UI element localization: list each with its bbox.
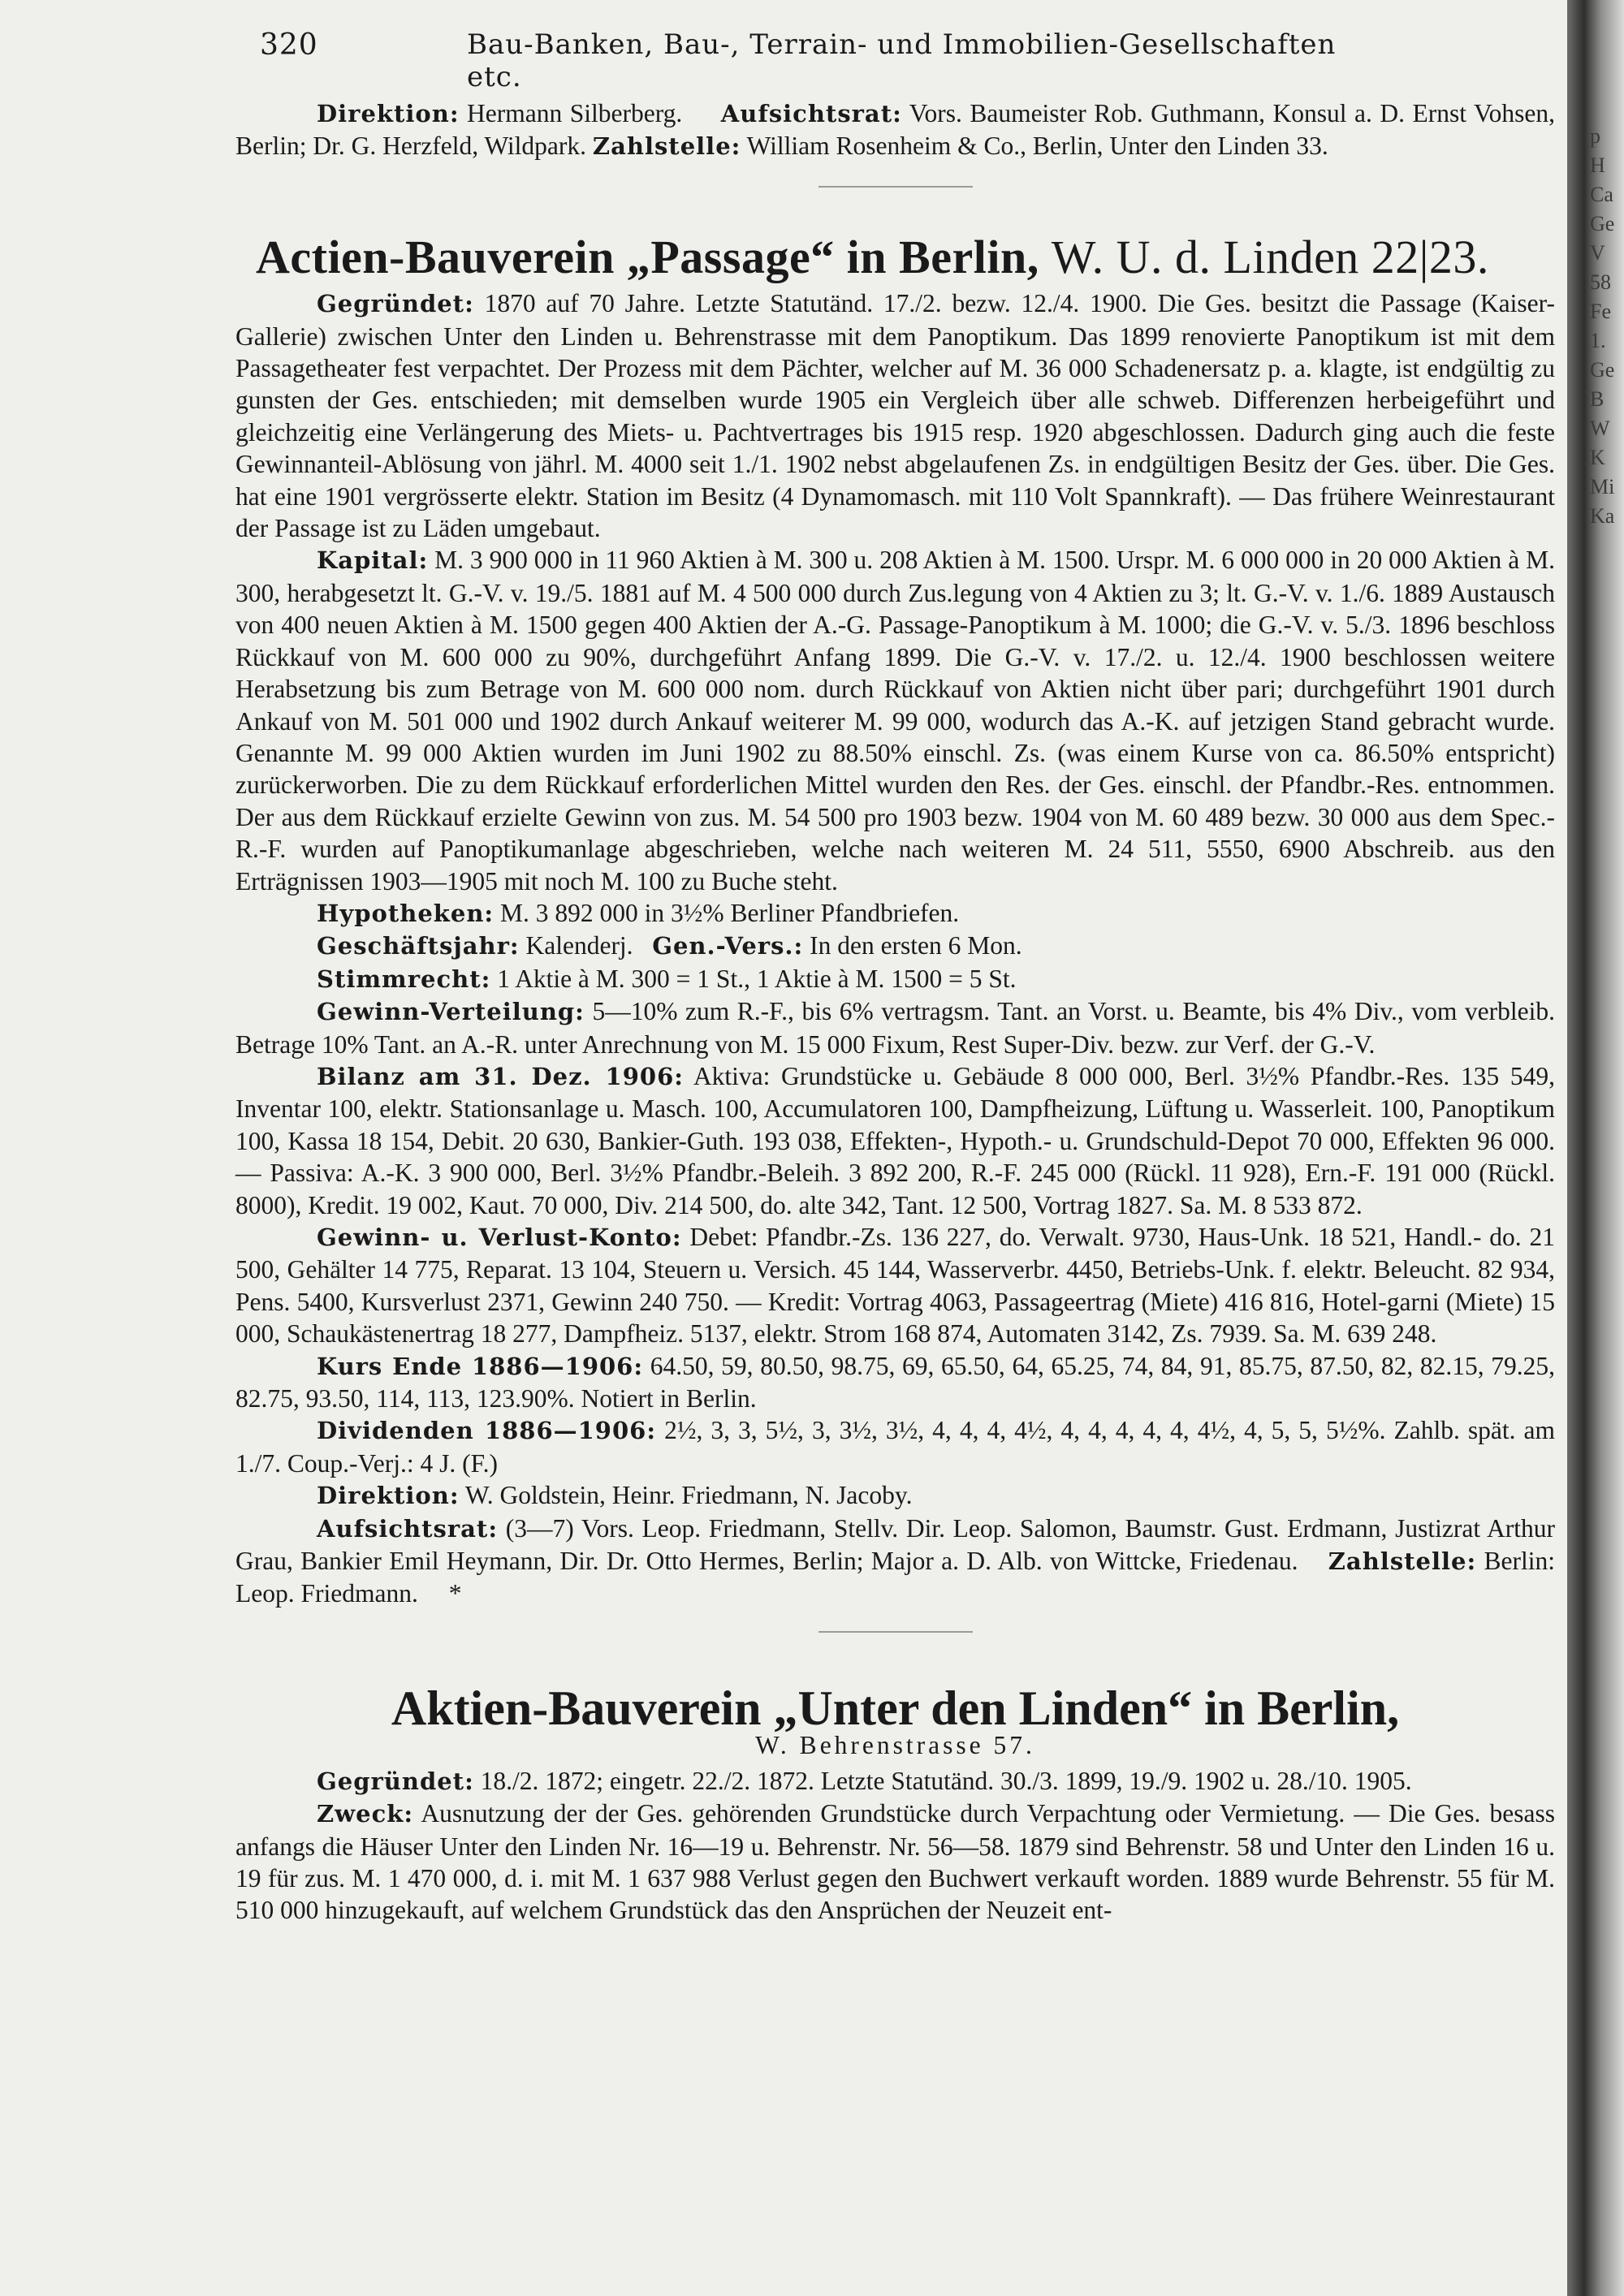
adjacent-line: p (1590, 124, 1600, 148)
paragraph-kapital (235, 544, 1555, 896)
adjacent-line: Ka (1590, 504, 1615, 528)
paragraph-direktion (235, 1479, 1555, 1512)
paragraph-gegruendet (235, 287, 1555, 544)
aufsichtsrat-text: Vors. Baumeister Rob. Guthmann, Konsul a. D. Ernst Vohsen, Berlin; Dr. G. Herzfeld, Wildpark. (235, 99, 1555, 161)
adjacent-line: Ca (1590, 183, 1613, 206)
paragraph-label: Kurs Ende 1886—1906: (317, 1352, 644, 1380)
paragraph-text: Ausnutzung der der Ges. gehörenden Grundstücke durch Verpachtung oder Vermietung. — Die Ges. besass anfangs die Häuser Unter den Linden Nr. 16—19 u. Behrenstr. Nr. 56—58. 1879 sind Behrenstr. 58 und Unter den Linden 16 u. 19 für zus. M. 1 470 000, d. i. mit M. 1 637 988 Verlust gegen den Buchwert verkauft worden. 1889 wurde Behrenstr. 55 für M. 510 000 hinzugekauft, auf welchem Grundstück das den Ansprüchen der Neuzeit ent- (235, 1799, 1555, 1925)
paragraph-label: Hypotheken: (317, 899, 495, 927)
paragraph-label: Gewinn- u. Verlust-Konto: (317, 1224, 682, 1251)
paragraph-text: Kalenderj. (525, 931, 633, 960)
paragraph-geschaeftsjahr (235, 930, 1555, 962)
paragraph-label: Gegründet: (317, 1767, 474, 1795)
zahlstelle-label: Zahlstelle: (592, 132, 741, 161)
paragraph-gegruendet (235, 1765, 1555, 1798)
page-number: 320 (260, 28, 318, 62)
paragraph-text: 18./2. 1872; eingetr. 22./2. 1872. Letzte Statutänd. 30./3. 1899, 19./9. 1902 u. 28./10. 1905. (480, 1766, 1412, 1795)
entry-address: W. Behrenstrasse 57. (755, 1731, 1035, 1760)
paragraph-label: Zweck: (317, 1800, 414, 1828)
paragraph-label: Geschäftsjahr: (317, 932, 520, 960)
direktion-label: Direktion: (317, 100, 460, 127)
page-content (235, 97, 1555, 1927)
paragraph-label-secondary: Zahlstelle: (1328, 1547, 1477, 1576)
top-entry-direktion (235, 97, 1555, 163)
paragraph-label: Kapital: (317, 546, 429, 575)
paragraph-text: 1870 auf 70 Jahre. Letzte Statutänd. 17./2. bezw. 12./4. 1900. Die Ges. besitzt die Passage (Kaiser-Gallerie) zwischen Unter den Linden u. Behrenstrasse mit dem Panoptikum. Das 1899 renovierte Panoptikum ist mit dem Passagetheater fest verpachtet. Der Prozess mit dem Pächter, welcher auf M. 36 000 Schadenersatz p. a. klagte, ist endgültig zu gunsten der Ges. entschieden; mit demselben wurde 1905 ein Vergleich über alle schweb. Differenzen herbeigeführt und gleichzeitig eine Verlängerung des Miets- u. Pachtvertrages bis 1915 resp. 1920 abgeschlossen. Dadurch ging auch die feste Gewinnanteil-Ablösung von jährl. M. 4000 seit 1./1. 1902 nebst abgelaufenen Zs. in endgültigen Besitz der Ges. über. Die Ges. hat eine 1901 vergrösserte elektr. Station im Besitz (4 Dynamomasch. mit 110 Volt Spannkraft). — Das frühere Weinrestaurant der Passage ist zu Läden umgebaut. (235, 289, 1556, 543)
paragraph-text: (3—7) Vors. Leop. Friedmann, Stellv. Dir. Leop. Salomon, Baumstr. Gust. Erdmann, Justizrat Arthur Grau, Bankier Emil Heymann, Dir. Dr. Otto Hermes, Berlin; Major a. D. Alb. von Wittcke, Friedenau. (235, 1513, 1555, 1576)
paragraph-text: 1 Aktie à M. 300 = 1 St., 1 Aktie à M. 1500 = 5 St. (497, 964, 1017, 993)
adjacent-line: K (1590, 446, 1605, 469)
adjacent-line: Ge (1590, 358, 1615, 382)
paragraph-text: 64.50, 59, 80.50, 98.75, 69, 65.50, 64, 65.25, 74, 84, 91, 85.75, 87.50, 82, 82.15, 79.25, 82.75, 93.50, 114, 113, 123.90%. Notiert in Berlin. (235, 1351, 1556, 1413)
section-divider (818, 186, 973, 188)
paragraph-text: M. 3 892 000 in 3½% Berliner Pfandbriefen. (500, 898, 960, 927)
paragraph-kurs (235, 1350, 1555, 1415)
adjacent-line: Ge (1590, 212, 1615, 235)
paragraph-label: Dividenden 1886—1906: (317, 1417, 657, 1445)
paragraph-gewinn-verlust-konto (235, 1221, 1555, 1350)
adjacent-line: 58 (1590, 270, 1611, 294)
adjacent-line: W (1590, 416, 1610, 440)
paragraph-text: 5—10% zum R.-F., bis 6% vertragsm. Tant. an Vorst. u. Beamte, bis 4% Div., vom verbleib. Betrage 10% Tant. an A.-R. unter Anrechnung von M. 15 000 Fixum, Rest Super-Div. bezw. zur Verf. der G.-V. (235, 997, 1555, 1059)
adjacent-line: 1. (1590, 329, 1606, 352)
running-head: Bau-Banken, Bau-, Terrain- und Immobilien-Gesellschaften etc. (467, 28, 1337, 93)
adjacent-line: B (1590, 387, 1605, 411)
section-divider (818, 1631, 973, 1633)
adjacent-line: Fe (1590, 300, 1611, 323)
paragraph-label: Gewinn-Verteilung: (317, 998, 585, 1026)
zahlstelle-text: William Rosenheim & Co., Berlin, Unter den Linden 33. (746, 132, 1328, 161)
paragraph-label: Gegründet: (317, 290, 474, 318)
paragraph-hypotheken (235, 897, 1555, 930)
asterisk-mark: * (448, 1579, 462, 1608)
paragraph-text: Debet: Pfandbr.-Zs. 136 227, do. Verwalt. 9730, Haus-Unk. 18 521, Handl.- do. 21 500, Gehälter 14 775, Reparat. 13 104, Steuern u. Versich. 45 144, Wasserverbr. 4450, Betriebs-Unk. f. elektr. Beleucht. 82 934, Pens. 5400, Kursverlust 2371, Gewinn 240 750. — Kredit: Vortrag 4063, Passageertrag (Miete) 416 816, Hotel-garni (Miete) 15 000, Schaukästenertrag 18 277, Dampfheiz. 5137, elektr. Strom 168 874, Automaten 3142, Zs. 7939. Sa. M. 639 248. (235, 1223, 1555, 1349)
entry-title (256, 230, 1555, 283)
paragraph-label: Direktion: (317, 1482, 460, 1510)
paragraph-text: 2½, 3, 3, 5½, 3, 3½, 3½, 4, 4, 4, 4½, 4, 4, 4, 4, 4, 4½, 4, 5, 5, 5½%. Zahlb. spät. am 1./7. Coup.-Verj.: 4 J. (F.) (235, 1416, 1555, 1478)
adjacent-line: V (1590, 241, 1605, 265)
paragraph-label-secondary: Gen.-Vers.: (652, 932, 804, 960)
direktion-text: Hermann Silberberg. (467, 99, 683, 127)
paragraph-gewinn-verteilung (235, 995, 1555, 1060)
paragraph-label: Aufsichtsrat: (317, 1514, 499, 1543)
paragraph-label: Stimmrecht: (317, 965, 491, 993)
paragraph-bilanz (235, 1060, 1555, 1221)
adjacent-line: Mi (1590, 475, 1615, 498)
adjacent-page-fragment (1590, 122, 1624, 531)
paragraph-label: Bilanz am 31. Dez. 1906: (317, 1062, 684, 1090)
entry-title-address: W. U. d. Linden 22|23. (1051, 230, 1489, 283)
paragraph-text: Aktiva: Grundstücke u. Gebäude 8 000 000, Berl. 3½% Pfandbr.-Res. 135 549, Inventar 100, elektr. Stationsanlage u. Masch. 100, Accumulatoren 100, Dampfheizung, Lüftung u. Wasserleit. 100, Panoptikum 100, Kassa 18 154, Debit. 20 630, Bankier-Guth. 193 038, Effekten-, Hypoth.- u. Grundschuld-Depot 70 000, Effekten 96 000. — Passiva: A.-K. 3 900 000, Berl. 3½% Pfandbr.-Beleih. 3 892 200, R.-F. 245 000 (Rückl. 11 928), Ern.-F. 191 000 (Rückl. 8000), Kredit. 19 002, Kaut. 70 000, Div. 214 500, do. alte 342, Tant. 12 500, Vortrag 1827. Sa. M. 8 533 872. (235, 1061, 1555, 1219)
adjacent-line: H (1590, 153, 1605, 177)
paragraph-text-secondary: Berlin: Leop. Friedmann. (235, 1547, 1556, 1608)
paragraph-dividenden (235, 1414, 1555, 1479)
entry-title: Aktien-Bauverein „Unter den Linden“ in Berlin, (391, 1681, 1400, 1735)
paragraph-aufsichtsrat (235, 1513, 1555, 1610)
paragraph-text: W. Goldstein, Heinr. Friedmann, N. Jacoby. (464, 1481, 913, 1510)
paragraph-stimmrecht (235, 963, 1555, 995)
aufsichtsrat-label: Aufsichtsrat: (720, 100, 902, 127)
paragraph-zweck (235, 1798, 1555, 1927)
paragraph-text: M. 3 900 000 in 11 960 Aktien à M. 300 u. 208 Aktien à M. 1500. Urspr. M. 6 000 000 in 20 000 Aktien à M. 300, herabgesetzt lt. G.-V. v. 19./5. 1881 auf M. 4 500 000 durch Zus.legung von 4 Aktien zu 3; lt. G.-V. v. 1./6. 1889 Austausch von 400 neuen Aktien à M. 1500 gegen 400 Aktien der A.-G. Passage-Panoptikum à M. 1000; die G.-V. v. 5./3. 1896 beschloss Rückkauf von M. 600 000 zu 90%, durchgeführt Anfang 1899. Die G.-V. v. 17./2. u. 12./4. 1900 beschlossen weitere Herabsetzung bis zum Betrage von M. 600 000 nom. durch Rückkauf von Aktien nicht über pari; durchgeführt 1901 durch Ankauf von M. 501 000 und 1902 durch Ankauf weiterer M. 99 000, wodurch das A.-K. auf jetzigen Stand gebracht wurde. Genannte M. 99 000 Aktien wurden im Juni 1902 zu 88.50% einschl. Zs. (was einem Kurse von ca. 86.50% entspricht) zurückerworben. Die zu dem Rückkauf erforderlichen Mittel wurden den Res. der Ges. einschl. der Pfandbr.-Res. entnommen. Der aus dem Rückkauf erzielte Gewinn von zus. M. 54 500 pro 1903 bezw. 1904 von M. 60 489 bezw. 30 000 aus dem Spec.-R.-F. wurden auf Panoptikumanlage abgeschrieben, welche nach weiteren M. 24 511, 5550, 6900 Abschreib. aus den Erträgnissen 1903—1905 mit noch M. 100 zu Buche steht. (235, 546, 1555, 896)
entry-title-name: Actien-Bauverein „Passage“ in Berlin, (256, 230, 1039, 283)
paragraph-text-secondary: In den ersten 6 Mon. (810, 931, 1022, 960)
